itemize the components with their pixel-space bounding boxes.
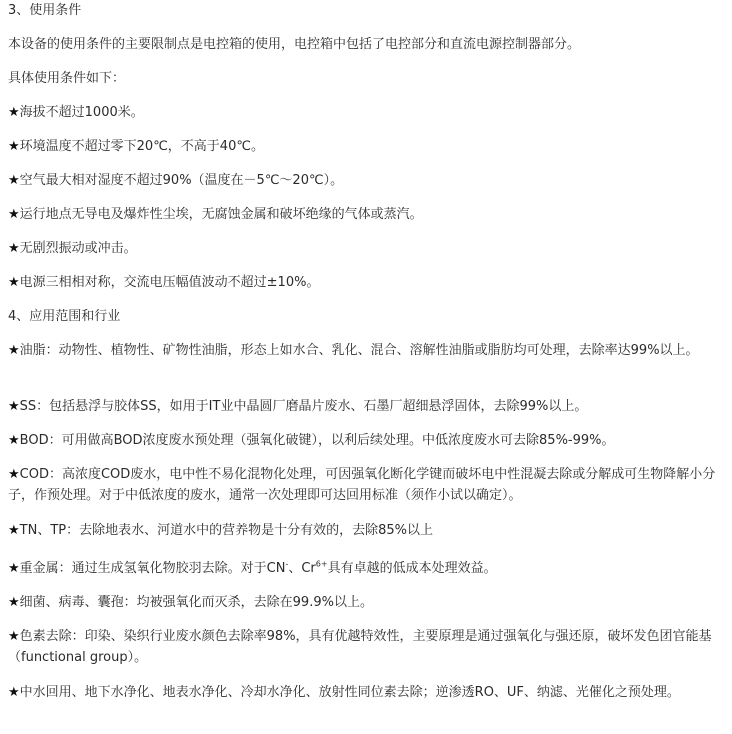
application-text: 细菌、病毒、囊孢：均被强氧化而灭杀，去除在99.9%以上。: [19, 595, 373, 610]
star-icon: ★: [8, 399, 20, 414]
condition-item: [8, 204, 726, 225]
section-3-intro: 本设备的使用条件的主要限制点是电控箱的使用，电控箱中包括了电控部分和直流电源控制器部分。: [8, 37, 581, 52]
application-item: [8, 464, 726, 506]
application-item: [8, 430, 726, 451]
application-item: [8, 340, 726, 361]
condition-item: [8, 136, 726, 157]
condition-item: [8, 170, 726, 191]
application-text: 具有卓越的低成本处理效益。: [327, 561, 497, 576]
application-item: [8, 520, 726, 541]
application-text: 油脂：动物性、植物性、矿物性油脂，形态上如水合、乳化、混合、溶解性油脂或脂肪均可处理，去除率达99%以上。: [19, 343, 699, 358]
condition-item: [8, 272, 726, 293]
application-text: SS：包括悬浮与胶体SS，如用于IT业中晶圆厂磨晶片废水、石墨厂超细悬浮固体，去除99%以上。: [19, 399, 588, 414]
application-text: TN、TP：去除地表水、河道水中的营养物是十分有效的，去除85%以上: [19, 523, 433, 538]
application-text: COD：高浓度COD废水，电中性不易化混物化处理，可因强氧化断化学键而破坏电中性混凝去除或分解成可生物降解小分子，作预处理。对于中低浓度的废水，通常一次处理即可达回用标准（须作小试以确定）。: [8, 467, 716, 503]
application-text: 中水回用、地下水净化、地表水净化、冷却水净化、放射性同位素去除；逆渗透RO、UF、纳滤、光催化之预处理。: [19, 685, 680, 700]
star-icon: ★: [8, 685, 20, 700]
superscript: -: [285, 559, 289, 569]
star-icon: ★: [8, 467, 20, 482]
section-4-heading: 4、应用范围和行业: [8, 309, 121, 324]
star-icon: ★: [8, 523, 20, 538]
application-item: [8, 626, 726, 668]
star-icon: ★: [8, 629, 20, 644]
application-text: 、Cr: [288, 561, 316, 576]
conditions-list-title: 具体使用条件如下：: [8, 71, 126, 86]
condition-text: 环境温度不超过零下20℃，不高于40℃。: [19, 139, 264, 154]
condition-text: 运行地点无导电及爆炸性尘埃，无腐蚀金属和破坏绝缘的气体或蒸汽。: [19, 207, 423, 222]
application-item: [8, 558, 726, 579]
star-icon: ★: [8, 241, 20, 256]
section-3-heading: 3、使用条件: [8, 3, 82, 18]
star-icon: ★: [8, 105, 20, 120]
star-icon: ★: [8, 275, 20, 290]
star-icon: ★: [8, 343, 20, 358]
star-icon: ★: [8, 433, 20, 448]
star-icon: ★: [8, 173, 20, 188]
application-text: 重金属：通过生成氢氧化物胶羽去除。对于CN: [19, 561, 286, 576]
application-text: 色素去除：印染、染织行业废水颜色去除率98%，具有优越特效性，主要原理是通过强氧化与强还原，破坏发色团官能基（functional group）。: [8, 629, 712, 665]
application-item: [8, 682, 726, 703]
condition-item: [8, 238, 726, 259]
star-icon: ★: [8, 207, 20, 222]
star-icon: ★: [8, 561, 20, 576]
condition-item: [8, 102, 726, 123]
condition-text: 海拔不超过1000米。: [19, 105, 144, 120]
application-item: [8, 396, 726, 417]
condition-text: 空气最大相对湿度不超过90%（温度在－5℃～20℃）。: [19, 173, 344, 188]
star-icon: ★: [8, 139, 20, 154]
condition-text: 电源三相相对称，交流电压幅值波动不超过±10%。: [19, 275, 320, 290]
application-text: BOD：可用做高BOD浓度废水预处理（强氧化破键），以利后续处理。中低浓度废水可去除85%-99%。: [19, 433, 615, 448]
superscript: 6+: [315, 559, 328, 569]
condition-text: 无剧烈振动或冲击。: [19, 241, 137, 256]
application-item: [8, 592, 726, 613]
star-icon: ★: [8, 595, 20, 610]
